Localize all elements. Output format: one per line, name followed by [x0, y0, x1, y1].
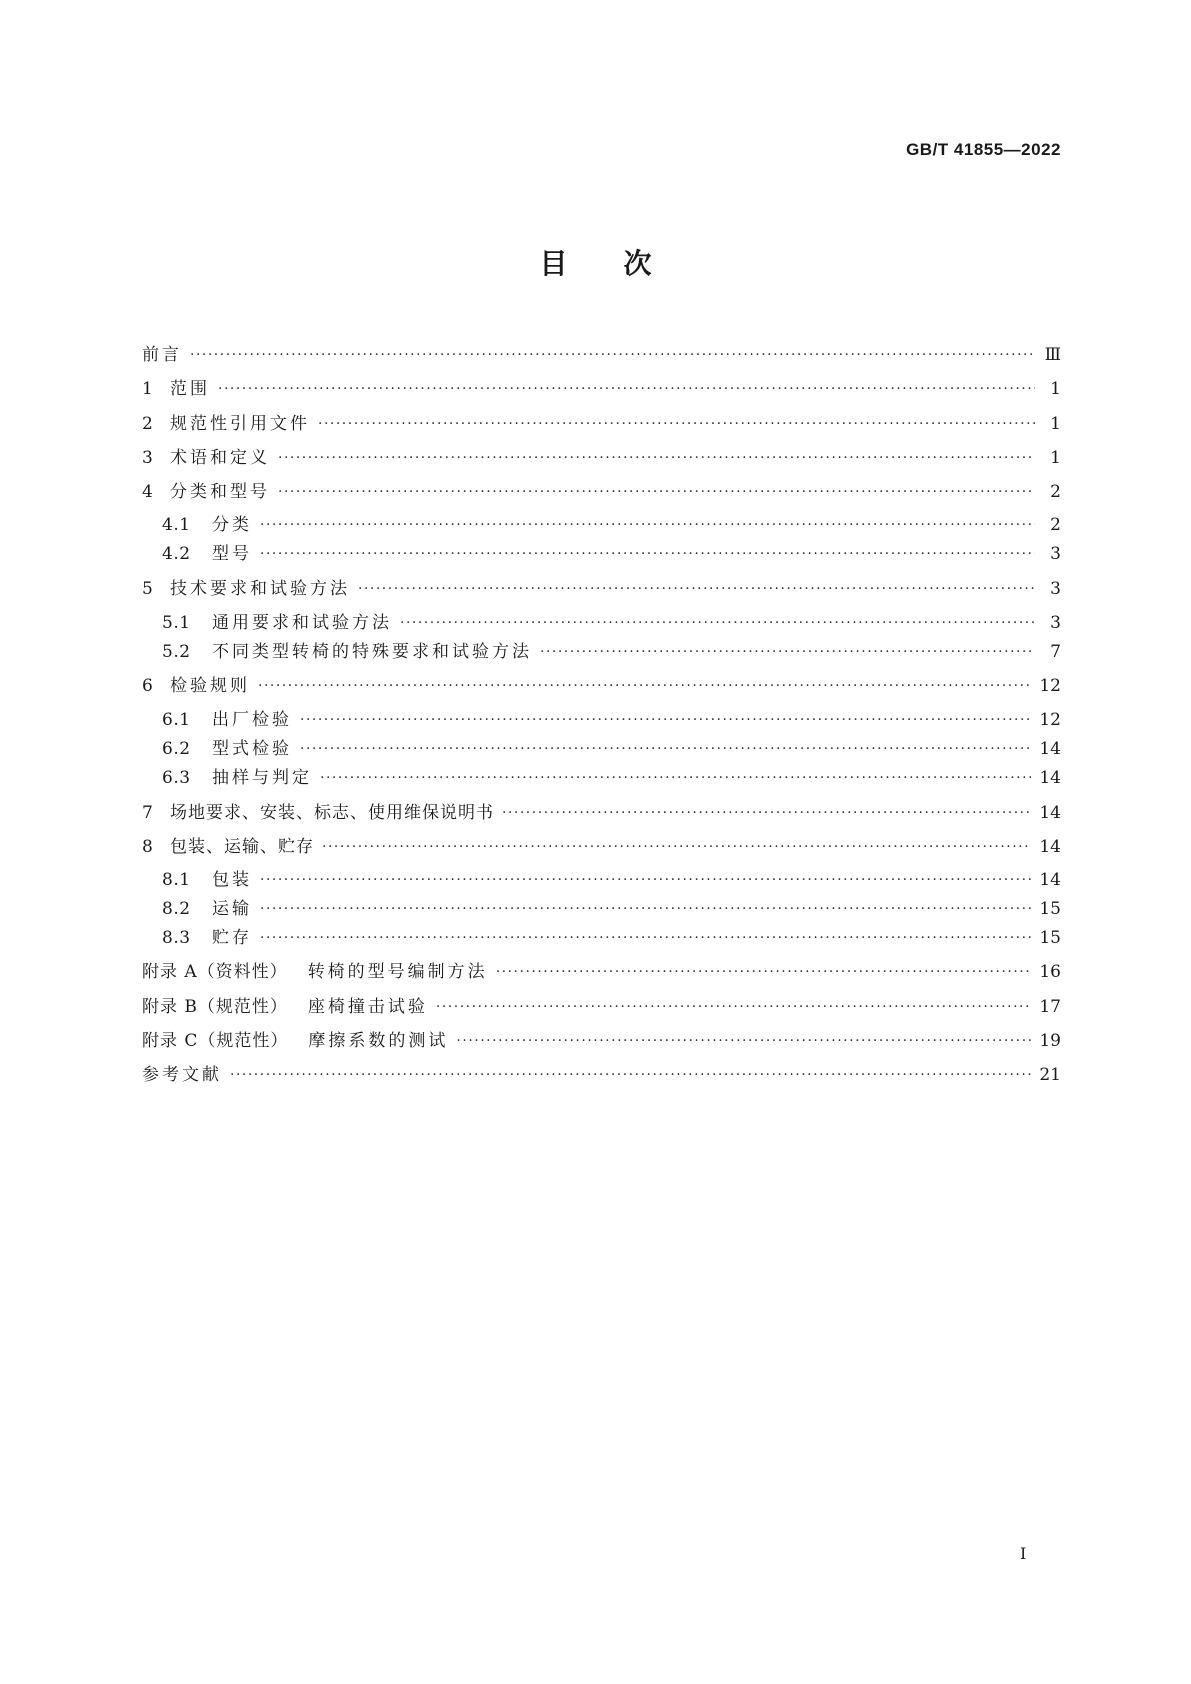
- toc-entry-5-2[interactable]: [162, 639, 1061, 665]
- toc-entry-page: 1: [1050, 414, 1061, 434]
- toc-leader-dots: [218, 376, 1035, 402]
- toc-leader-dots: [260, 925, 1031, 951]
- toc-entry-page: 1: [1050, 379, 1061, 399]
- toc-entry-page: 17: [1039, 997, 1061, 1017]
- toc-entry-label: 座椅撞击试验: [307, 997, 428, 1017]
- toc-entry-number: 8.1: [162, 870, 191, 890]
- toc-leader-dots: [456, 1028, 1031, 1054]
- toc-entry-label: 场地要求、安装、标志、使用维保说明书: [170, 803, 494, 823]
- toc-entry-4-1[interactable]: [162, 512, 1061, 538]
- toc-entry-page: 1: [1050, 448, 1061, 468]
- toc-entry-page: 16: [1039, 962, 1061, 982]
- toc-entry-page: 2: [1050, 515, 1061, 535]
- toc-entry-2[interactable]: [142, 411, 1061, 437]
- toc-entry-number: 1: [142, 379, 154, 399]
- toc-entry-8[interactable]: [142, 834, 1061, 860]
- toc-entry-number: 6.3: [162, 768, 191, 788]
- toc-entry-page: 3: [1050, 544, 1061, 564]
- toc-entry-3[interactable]: [142, 445, 1061, 471]
- toc-entry-label: 型式检验: [212, 739, 292, 759]
- toc-leader-dots: [258, 673, 1031, 699]
- toc-leader-dots: [260, 867, 1031, 893]
- toc-leader-dots: [230, 1062, 1031, 1088]
- toc-entry-page: 3: [1050, 579, 1061, 599]
- toc-entry-label: 参考文献: [142, 1065, 222, 1085]
- toc-leader-dots: [300, 736, 1031, 762]
- toc-leader-dots: [260, 541, 1035, 567]
- toc-entry-page: 14: [1039, 803, 1061, 823]
- toc-leader-dots: [300, 707, 1031, 733]
- toc-entry-6[interactable]: [142, 673, 1061, 699]
- toc-entry-page: 19: [1039, 1031, 1061, 1051]
- toc-entry-6-3[interactable]: [162, 765, 1061, 791]
- toc-entry-label: 包装: [212, 870, 252, 890]
- page-number: Ⅰ: [1020, 1544, 1027, 1563]
- toc-entry-label: 运输: [212, 899, 252, 919]
- toc-entry-label: 转椅的型号编制方法: [307, 962, 488, 982]
- toc-entry-number: 5.1: [162, 613, 191, 633]
- toc-entry-6-2[interactable]: [162, 736, 1061, 762]
- toc-entry-5[interactable]: [142, 576, 1061, 602]
- toc-entry-number: 4.2: [162, 544, 191, 564]
- toc-entry-page: 2: [1050, 482, 1061, 502]
- toc-leader-dots: [496, 959, 1032, 985]
- toc-entry-label: 贮存: [212, 928, 252, 948]
- toc-entry-annex-b[interactable]: [142, 994, 1061, 1020]
- toc-entry-number: 2: [142, 414, 154, 434]
- toc-entry-8-3[interactable]: [162, 925, 1061, 951]
- toc-leader-dots: [320, 765, 1031, 791]
- toc-entry-number: 5: [142, 579, 154, 599]
- toc-leader-dots: [190, 342, 1035, 368]
- standard-number: GB/T 41855—2022: [906, 140, 1061, 159]
- toc-entry-label: 出厂检验: [212, 710, 292, 730]
- toc-entry-1[interactable]: [142, 376, 1061, 402]
- toc-entry-label: 术语和定义: [170, 448, 270, 468]
- toc-entry-number: 6.1: [162, 710, 191, 730]
- toc-entry-8-1[interactable]: [162, 867, 1061, 893]
- toc-entry-label: 通用要求和试验方法: [212, 613, 392, 633]
- toc-entry-8-2[interactable]: [162, 896, 1061, 922]
- toc-entry-label: 检验规则: [170, 676, 250, 696]
- toc-entry-label: 技术要求和试验方法: [170, 579, 350, 599]
- toc-entry-label: 分类: [212, 515, 252, 535]
- toc-leader-dots: [318, 411, 1035, 437]
- toc-entry-5-1[interactable]: [162, 610, 1061, 636]
- toc-entry-number: 8: [142, 837, 154, 857]
- toc-entry-7[interactable]: [142, 800, 1061, 826]
- toc-entry-page: 14: [1039, 768, 1061, 788]
- toc-leader-dots: [278, 445, 1035, 471]
- toc-entry-number: 4.1: [162, 515, 191, 535]
- toc-entry-label: 抽样与判定: [212, 768, 312, 788]
- toc-leader-dots: [436, 994, 1031, 1020]
- toc-entry-label: 不同类型转椅的特殊要求和试验方法: [212, 642, 532, 662]
- toc-entry-page: 14: [1039, 837, 1061, 857]
- toc-entry-page: 7: [1050, 642, 1061, 662]
- toc-entry-number: 4: [142, 482, 154, 502]
- toc-entry-bibliography[interactable]: [142, 1062, 1061, 1088]
- toc-entry-label: 包装、运输、贮存: [170, 837, 314, 857]
- toc-entry-annex-c[interactable]: [142, 1028, 1061, 1054]
- toc-entry-page: 21: [1039, 1065, 1061, 1085]
- toc-entry-4[interactable]: [142, 479, 1061, 505]
- toc-entry-page: 12: [1039, 676, 1061, 696]
- toc-entry-page: Ⅲ: [1044, 345, 1061, 365]
- toc-entry-label: 摩擦系数的测试: [308, 1031, 449, 1051]
- toc-entry-label: 规范性引用文件: [170, 414, 310, 434]
- toc-leader-dots: [502, 800, 1031, 826]
- toc-entry-number: 3: [142, 448, 154, 468]
- toc-leader-dots: [358, 576, 1035, 602]
- toc-entry-number: 6: [142, 676, 154, 696]
- toc-entry-label: 范围: [170, 379, 210, 399]
- toc-annex-kind: 附录 C（规范性）: [142, 1031, 289, 1051]
- toc-entry-label: 分类和型号: [170, 482, 270, 502]
- toc-leader-dots: [322, 834, 1031, 860]
- toc-entry-number: 8.2: [162, 899, 191, 919]
- toc-entry-number: 8.3: [162, 928, 191, 948]
- toc-entry-annex-a[interactable]: [142, 959, 1061, 985]
- toc-entry-label: 前言: [142, 345, 182, 365]
- toc-entry-number: 7: [142, 803, 154, 823]
- toc-leader-dots: [278, 479, 1035, 505]
- toc-entry-6-1[interactable]: [162, 707, 1061, 733]
- toc-entry-page: 15: [1039, 928, 1061, 948]
- toc-entry-4-2[interactable]: [162, 541, 1061, 567]
- toc-entry-page: 12: [1039, 710, 1061, 730]
- toc-leader-dots: [400, 610, 1035, 636]
- toc-entry-page: 3: [1050, 613, 1061, 633]
- toc-entry-preface[interactable]: [142, 342, 1061, 368]
- toc-annex-kind: 附录 A（资料性）: [142, 962, 288, 982]
- toc-entry-label: 型号: [212, 544, 252, 564]
- toc-annex-kind: 附录 B（规范性）: [142, 997, 288, 1017]
- toc-leader-dots: [260, 896, 1031, 922]
- toc-entry-page: 14: [1039, 739, 1061, 759]
- toc-entry-page: 15: [1039, 899, 1061, 919]
- toc-entry-number: 5.2: [162, 642, 191, 662]
- toc-entry-number: 6.2: [162, 739, 191, 759]
- toc-entry-page: 14: [1039, 870, 1061, 890]
- page-title: 目次: [539, 247, 708, 280]
- toc-leader-dots: [260, 512, 1035, 538]
- toc-leader-dots: [540, 639, 1035, 665]
